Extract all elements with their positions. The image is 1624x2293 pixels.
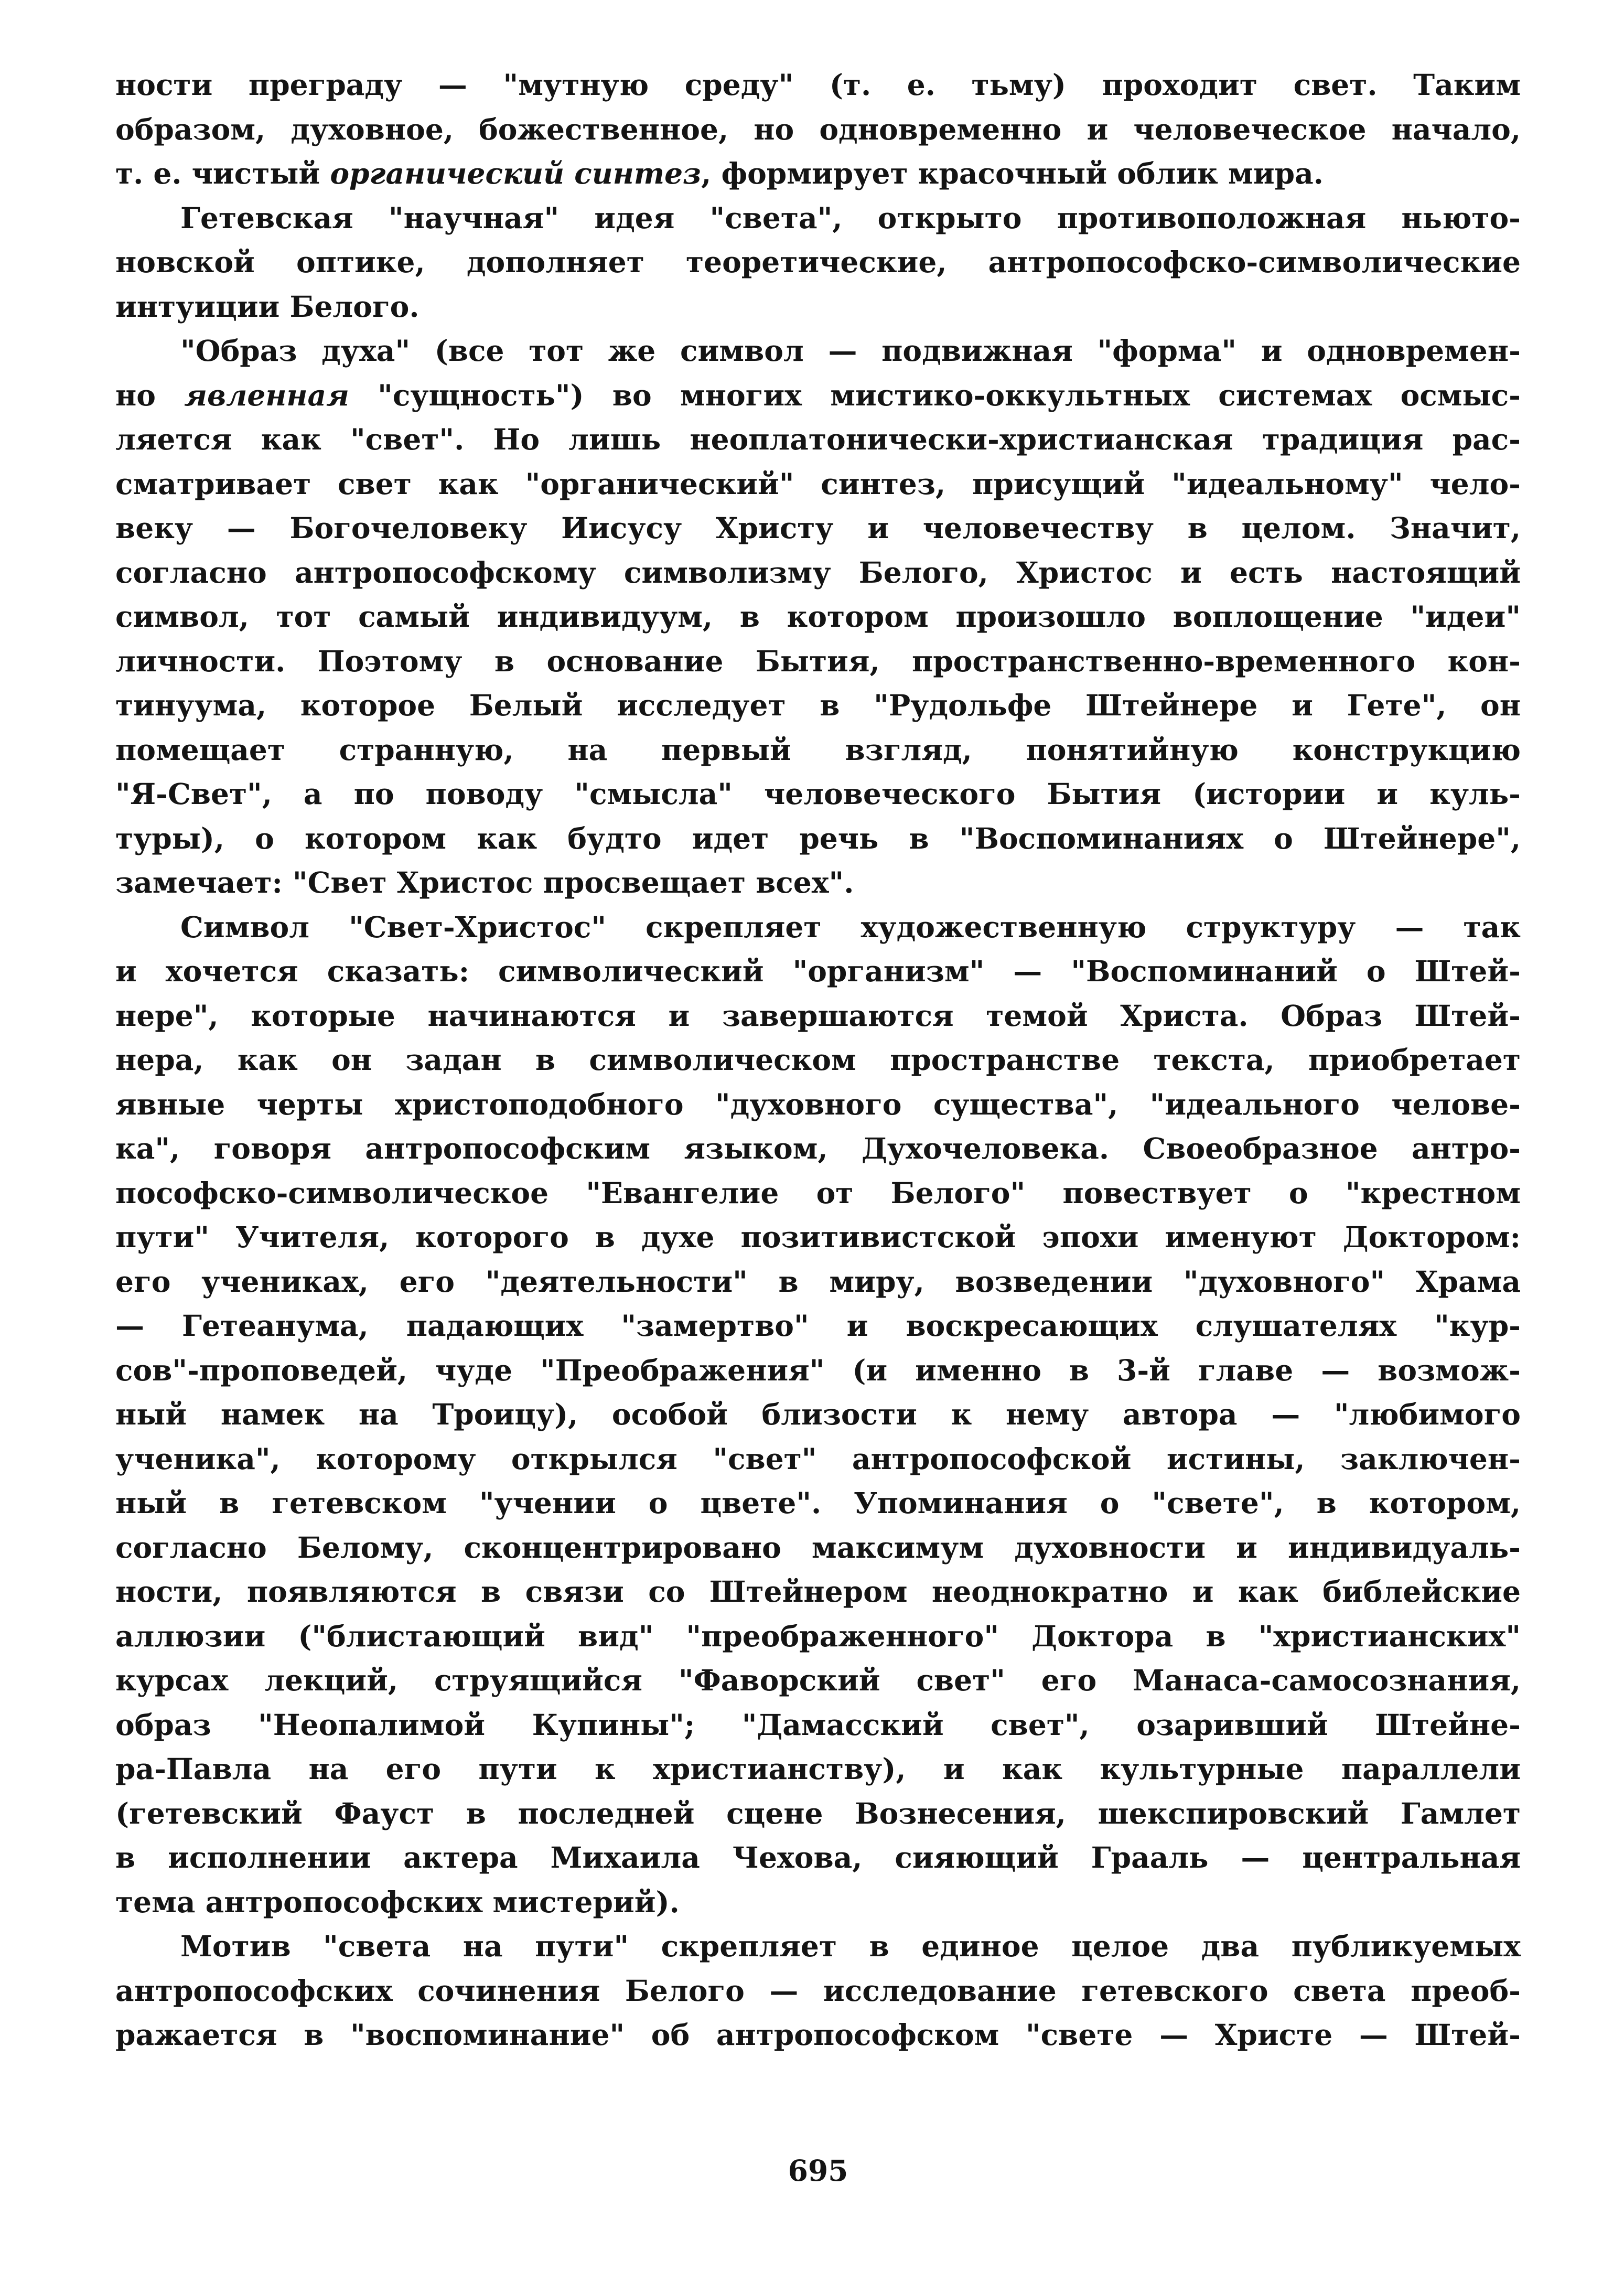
text-run: веку — Богочеловеку Иисусу Христу и человечеству в целом. Значит, — [115, 511, 1521, 545]
text-line — [115, 240, 1521, 285]
text-run: образ "Неопалимой Купины"; "Дамасский свет", озаривший Штейне- — [115, 1707, 1521, 1742]
paragraph — [115, 1924, 1521, 2058]
text-line — [115, 772, 1521, 817]
text-line — [115, 1215, 1521, 1260]
text-run: замечает: "Свет Христос просвещает всех". — [115, 865, 854, 899]
text-run: — Гетеанума, падающих "замертво" и воскресающих слушателях "кур- — [115, 1309, 1521, 1343]
text-line — [115, 1880, 1521, 1925]
text-line — [115, 1304, 1521, 1348]
text-line — [115, 1658, 1521, 1703]
text-run: его учениках, его "деятельности" в миру, возведении "духовного" Храма — [115, 1264, 1521, 1299]
text-line — [115, 1083, 1521, 1127]
text-run: ности, появляются в связи со Штейнером неоднократно и как библейские — [115, 1574, 1521, 1609]
text-run: (гетевский Фауст в последней сцене Вознесения, шекспировский Гамлет — [115, 1796, 1521, 1830]
text-run: в исполнении актера Михаила Чехова, сияющий Грааль — центральная — [115, 1840, 1521, 1874]
text-run: ный намек на Троицу), особой близости к нему автора — "любимого — [115, 1397, 1521, 1431]
text-run: образом, духовное, божественное, но одновременно и человеческое начало, — [115, 112, 1521, 146]
text-line — [115, 1792, 1521, 1836]
paragraph — [115, 329, 1521, 905]
text-line — [115, 861, 1521, 905]
text-line — [115, 949, 1521, 994]
text-line — [115, 1038, 1521, 1083]
italic-run: органический синтез — [330, 156, 702, 190]
text-line — [115, 1969, 1521, 2013]
text-line — [115, 1392, 1521, 1437]
text-run: "сущность") во многих мистико-оккультных системах осмыс- — [349, 378, 1521, 412]
text-line — [115, 2013, 1521, 2058]
text-line — [115, 329, 1521, 373]
text-line — [115, 639, 1521, 684]
text-run: туры), о котором как будто идет речь в "Воспоминаниях о Штейнере", — [115, 821, 1521, 855]
text-line — [115, 1171, 1521, 1216]
text-run: курсах лекций, струящийся "Фаворский свет" его Манаса-самосознания, — [115, 1663, 1521, 1697]
italic-run: явленная — [184, 378, 349, 412]
text-line — [115, 1127, 1521, 1171]
text-run: интуиции Белого. — [115, 289, 420, 324]
text-body — [115, 63, 1521, 2058]
text-run: явные черты христоподобного "духовного существа", "идеального челове- — [115, 1087, 1521, 1121]
text-line — [115, 683, 1521, 728]
paragraph — [115, 905, 1521, 1925]
text-line — [115, 285, 1521, 329]
text-run: Гетевская "научная" идея "света", открыто противоположная ньюто- — [180, 200, 1521, 235]
text-run: ляется как "свет". Но лишь неоплатонически-христианская традиция рас- — [115, 422, 1521, 456]
text-run: ученика", которому открылся "свет" антропософской истины, заключен- — [115, 1441, 1521, 1476]
text-line — [115, 1570, 1521, 1614]
text-run: и хочется сказать: символический "организм" — "Воспоминаний о Штей- — [115, 954, 1521, 988]
text-run: но — [115, 378, 185, 412]
text-line — [115, 1836, 1521, 1880]
text-run: новской оптике, дополняет теоретические, антропософско-символические — [115, 245, 1521, 279]
text-line — [115, 417, 1521, 462]
text-run: сматривает свет как "органический" синтез, присущий "идеальному" чело- — [115, 466, 1521, 501]
text-run: ный в гетевском "учении о цвете". Упоминания о "свете", в котором, — [115, 1486, 1521, 1520]
text-run: ности преграду — "мутную среду" (т. е. тьму) проходит свет. Таким — [115, 68, 1521, 102]
text-run: "Я-Свет", а по поводу "смысла" человеческого Бытия (истории и куль- — [115, 777, 1521, 811]
text-run: аллюзии ("блистающий вид" "преображенного" Доктора в "христианских" — [115, 1619, 1521, 1653]
text-run: символ, тот самый индивидуум, в котором произошло воплощение "идеи" — [115, 599, 1521, 634]
text-run: т. е. чистый — [115, 156, 330, 190]
text-line — [115, 108, 1521, 152]
text-run: тема антропософских мистерий). — [115, 1884, 680, 1919]
text-line — [115, 1526, 1521, 1570]
text-run: пософско-символическое "Евангелие от Белого" повествует о "крестном — [115, 1175, 1521, 1210]
text-line — [115, 63, 1521, 108]
text-line — [115, 1348, 1521, 1393]
text-run: согласно Белому, сконцентрировано максимум духовности и индивидуаль- — [115, 1530, 1521, 1565]
paragraph — [115, 63, 1521, 196]
text-line — [115, 196, 1521, 241]
text-run: , формирует красочный облик мира. — [701, 156, 1324, 190]
text-run: Символ "Свет-Христос" скрепляет художественную структуру — так — [180, 909, 1521, 944]
text-line — [115, 373, 1521, 418]
page-number: 695 — [788, 2153, 848, 2188]
text-line — [115, 462, 1521, 507]
book-page — [115, 63, 1521, 2213]
text-run: помещает странную, на первый взгляд, понятийную конструкцию — [115, 732, 1521, 767]
text-run: ка", говоря антропософским языком, Духочеловека. Своеобразное антро- — [115, 1131, 1521, 1165]
text-line — [115, 1481, 1521, 1526]
text-line — [115, 506, 1521, 551]
text-run: нера, как он задан в символическом пространстве текста, приобретает — [115, 1043, 1521, 1077]
text-line — [115, 595, 1521, 639]
text-line — [115, 1614, 1521, 1659]
text-line — [115, 1437, 1521, 1482]
text-run: пути" Учителя, которого в духе позитивистской эпохи именуют Доктором: — [115, 1220, 1521, 1254]
text-run: согласно антропософскому символизму Белого, Христос и есть настоящий — [115, 555, 1521, 590]
paragraph — [115, 196, 1521, 329]
text-line — [115, 994, 1521, 1038]
text-run: Мотив "света на пути" скрепляет в единое целое два публикуемых — [180, 1929, 1521, 1963]
text-run: личности. Поэтому в основание Бытия, пространственно-временного кон- — [115, 644, 1521, 678]
text-line — [115, 1747, 1521, 1792]
text-run: сов"-проповедей, чуде "Преображения" (и именно в 3-й главе — возмож- — [115, 1353, 1521, 1387]
text-run: тинуума, которое Белый исследует в "Рудольфе Штейнере и Гете", он — [115, 688, 1521, 722]
text-line — [115, 817, 1521, 861]
text-line — [115, 1703, 1521, 1748]
text-run: ражается в "воспоминание" об антропософском "свете — Христе — Штей- — [115, 2018, 1521, 2052]
text-run: нере", которые начинаются и завершаются темой Христа. Образ Штей- — [115, 998, 1521, 1033]
text-line — [115, 1260, 1521, 1304]
text-line — [115, 152, 1521, 196]
text-line — [115, 551, 1521, 595]
text-run: "Образ духа" (все тот же символ — подвижная "форма" и одновремен- — [180, 334, 1521, 368]
text-run: ра-Павла на его пути к христианству), и как культурные параллели — [115, 1752, 1521, 1786]
text-run: антропософских сочинения Белого — исследование гетевского света преоб- — [115, 1973, 1521, 2008]
text-line — [115, 905, 1521, 950]
text-line — [115, 728, 1521, 773]
text-line — [115, 1924, 1521, 1969]
